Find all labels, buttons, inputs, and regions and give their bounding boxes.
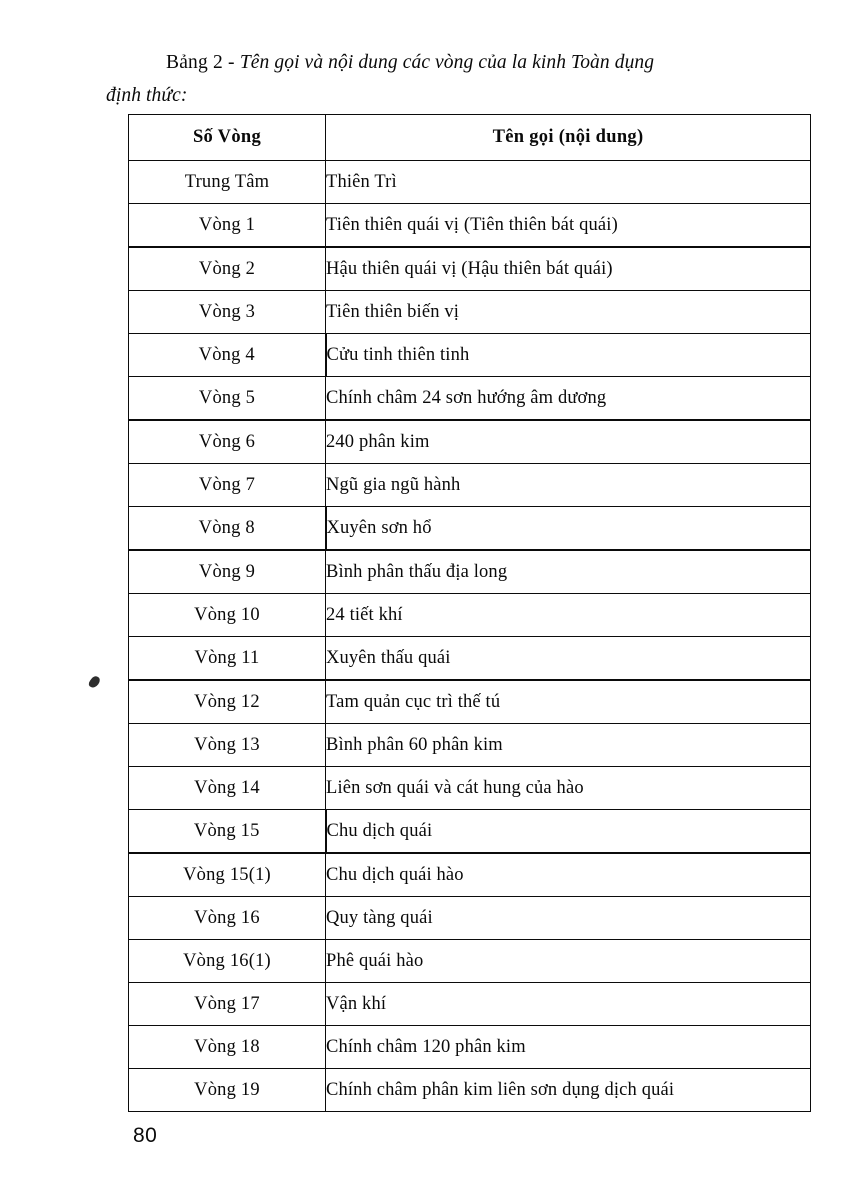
- cell-ring-number: Vòng 15: [129, 810, 326, 854]
- cell-ring-number: Vòng 6: [129, 420, 326, 464]
- cell-ring-number: Vòng 9: [129, 550, 326, 594]
- cell-ring-name: Chu dịch quái: [326, 810, 811, 854]
- cell-ring-number: Vòng 17: [129, 983, 326, 1026]
- table-row: [129, 897, 811, 940]
- table-row: [129, 810, 811, 854]
- cell-ring-number: Vòng 16(1): [129, 940, 326, 983]
- cell-ring-number: Vòng 5: [129, 377, 326, 421]
- cell-ring-number: Vòng 10: [129, 594, 326, 637]
- table-row: [129, 983, 811, 1026]
- cell-ring-name: 24 tiết khí: [326, 594, 811, 637]
- cell-ring-name: Chu dịch quái hào: [326, 853, 811, 897]
- cell-ring-name: Vận khí: [326, 983, 811, 1026]
- cell-ring-number: Vòng 8: [129, 507, 326, 551]
- cell-ring-name: Bình phân 60 phân kim: [326, 724, 811, 767]
- column-header-ring-name: Tên gọi (nội dung): [326, 115, 811, 161]
- table-row: [129, 767, 811, 810]
- table-caption: [106, 46, 834, 112]
- table-row: [129, 334, 811, 377]
- column-header-ring-number: Số Vòng: [129, 115, 326, 161]
- cell-ring-name: Tiên thiên quái vị (Tiên thiên bát quái): [326, 204, 811, 248]
- table-row: [129, 853, 811, 897]
- cell-ring-name: Bình phân thấu địa long: [326, 550, 811, 594]
- page-number: 80: [133, 1124, 158, 1147]
- cell-ring-number: Vòng 2: [129, 247, 326, 291]
- cell-ring-name: Phê quái hào: [326, 940, 811, 983]
- cell-ring-number: Vòng 19: [129, 1069, 326, 1112]
- cell-ring-name: Xuyên sơn hổ: [326, 507, 811, 551]
- table-row: [129, 161, 811, 204]
- cell-ring-number: Vòng 18: [129, 1026, 326, 1069]
- table-header: [129, 115, 811, 161]
- cell-ring-name: Tiên thiên biến vị: [326, 291, 811, 334]
- caption-line-1: Tên gọi và nội dung các vòng của la kinh Toàn dụng: [239, 52, 655, 73]
- table-row: [129, 247, 811, 291]
- cell-ring-name: Liên sơn quái và cát hung của hào: [326, 767, 811, 810]
- cell-ring-number: Vòng 12: [129, 680, 326, 724]
- ring-table: [128, 114, 811, 1112]
- table-row: [129, 1026, 811, 1069]
- ring-table-container: [128, 114, 810, 1112]
- table-row: [129, 940, 811, 983]
- cell-ring-number: Vòng 13: [129, 724, 326, 767]
- table-row: [129, 377, 811, 421]
- cell-ring-name: Hậu thiên quái vị (Hậu thiên bát quái): [326, 247, 811, 291]
- cell-ring-name: Chính châm 120 phân kim: [326, 1026, 811, 1069]
- table-row: [129, 507, 811, 551]
- cell-ring-number: Vòng 7: [129, 464, 326, 507]
- cell-ring-name: Tam quản cục trì thế tú: [326, 680, 811, 724]
- caption-line-2: định thức:: [106, 85, 188, 106]
- table-body: [129, 161, 811, 1112]
- cell-ring-number: Vòng 11: [129, 637, 326, 681]
- cell-ring-name: Chính châm phân kim liên sơn dụng dịch quái: [326, 1069, 811, 1112]
- cell-ring-name: Cửu tinh thiên tinh: [326, 334, 811, 377]
- table-row: [129, 291, 811, 334]
- table-header-row: [129, 115, 811, 161]
- cell-ring-name: Thiên Trì: [326, 161, 811, 204]
- cell-ring-name: Xuyên thấu quái: [326, 637, 811, 681]
- margin-ink-mark: [87, 675, 102, 689]
- cell-ring-number: Vòng 3: [129, 291, 326, 334]
- cell-ring-number: Vòng 4: [129, 334, 326, 377]
- table-row: [129, 550, 811, 594]
- table-row: [129, 420, 811, 464]
- table-row: [129, 680, 811, 724]
- cell-ring-number: Vòng 1: [129, 204, 326, 248]
- table-row: [129, 464, 811, 507]
- table-row: [129, 594, 811, 637]
- cell-ring-number: Vòng 15(1): [129, 853, 326, 897]
- cell-ring-name: 240 phân kim: [326, 420, 811, 464]
- table-row: [129, 724, 811, 767]
- cell-ring-name: Quy tàng quái: [326, 897, 811, 940]
- table-row: [129, 637, 811, 681]
- cell-ring-name: Ngũ gia ngũ hành: [326, 464, 811, 507]
- caption-prefix: Bảng 2 -: [166, 52, 240, 73]
- cell-ring-name: Chính châm 24 sơn hướng âm dương: [326, 377, 811, 421]
- cell-ring-number: Trung Tâm: [129, 161, 326, 204]
- table-row: [129, 1069, 811, 1112]
- table-row: [129, 204, 811, 248]
- cell-ring-number: Vòng 14: [129, 767, 326, 810]
- cell-ring-number: Vòng 16: [129, 897, 326, 940]
